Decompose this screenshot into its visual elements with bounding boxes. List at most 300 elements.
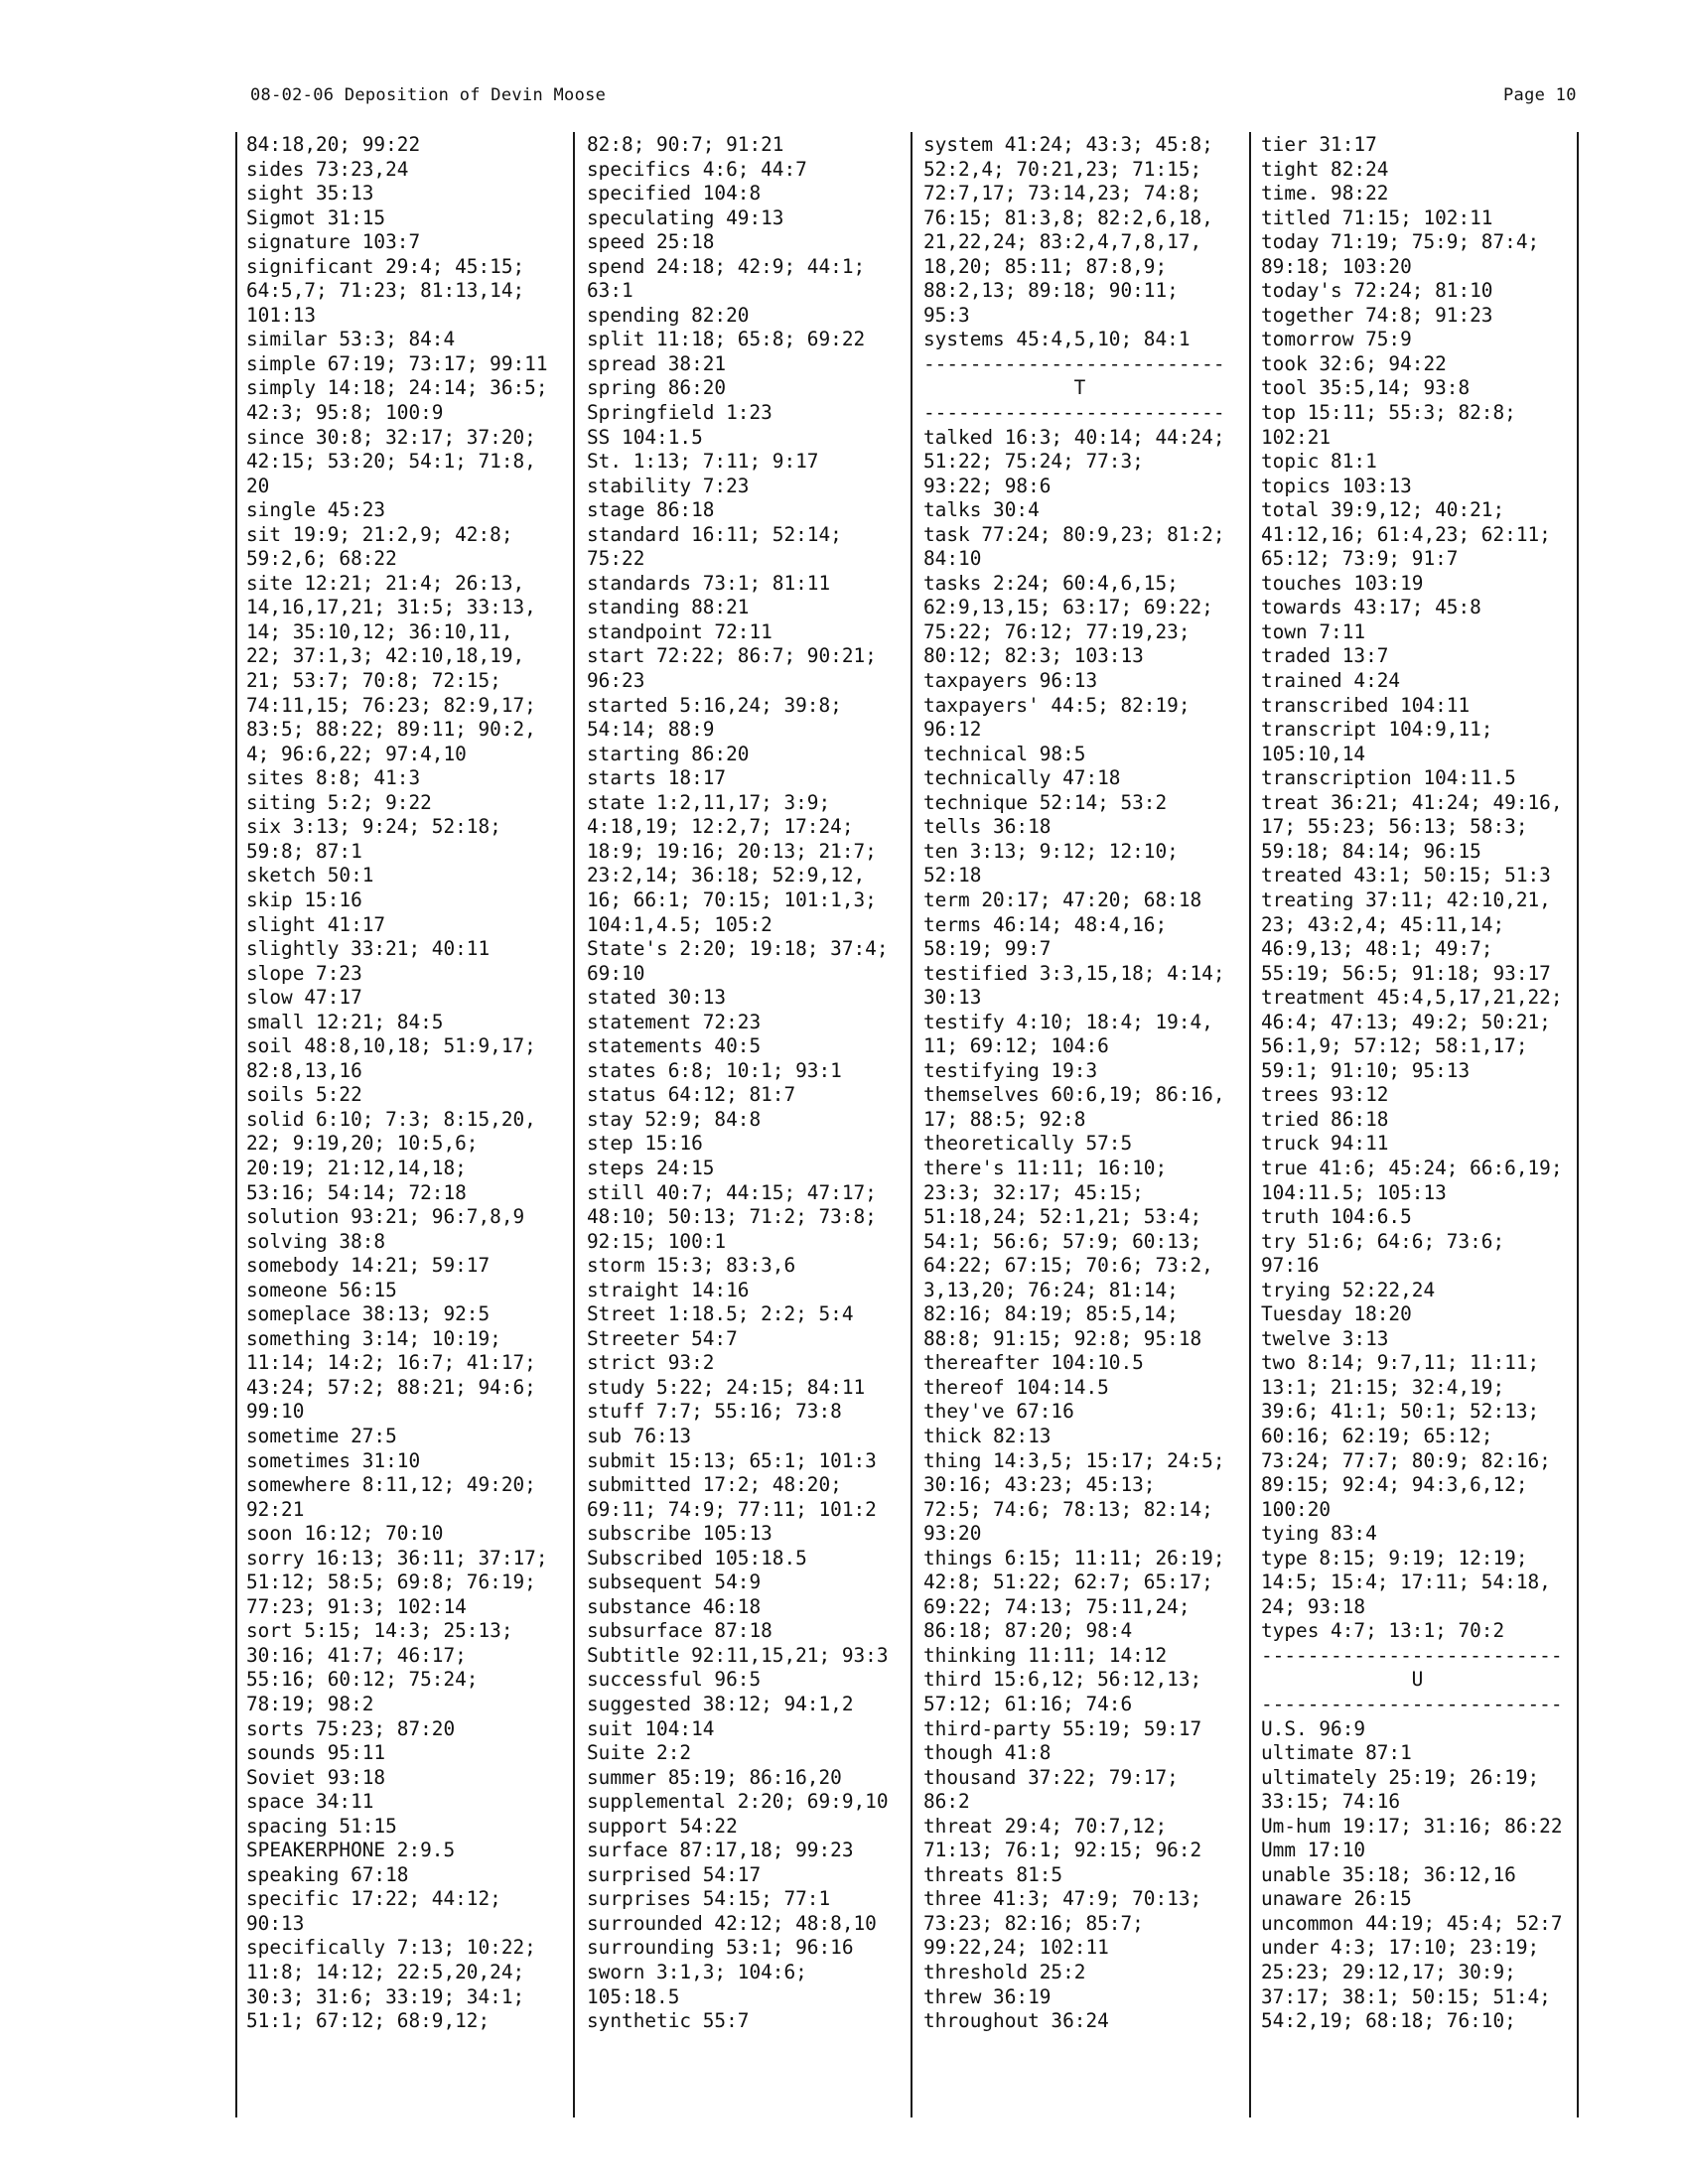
index-continuation: 54:1; 56:6; 57:9; 60:13; — [923, 1229, 1202, 1253]
index-continuation: 104:1,4.5; 105:2 — [587, 912, 772, 936]
index-entry: theoretically 57:5 — [923, 1132, 1133, 1156]
index-continuation: 92:21 — [246, 1497, 305, 1521]
index-continuation: 22; 9:19,20; 10:5,6; — [246, 1132, 479, 1156]
index-entry: sides 73:23,24 — [246, 157, 409, 181]
index-continuation: 24; 93:18 — [1261, 1594, 1366, 1618]
index-continuation: 89:18; 103:20 — [1261, 254, 1412, 278]
index-entry: Subscribed 105:18.5 — [587, 1546, 807, 1570]
index-entry: treating 37:11; 42:10,21, — [1261, 887, 1551, 911]
index-continuation: 96:23 — [587, 669, 645, 693]
index-entry: threat 29:4; 70:7,12; — [923, 1814, 1168, 1838]
index-continuation: 62:9,13,15; 63:17; 69:22; — [923, 596, 1213, 619]
index-entry: somebody 14:21; 59:17 — [246, 1254, 491, 1278]
index-continuation: 55:19; 56:5; 91:18; 93:17 — [1261, 961, 1551, 985]
index-continuation: 82:8,13,16 — [246, 1058, 362, 1082]
index-continuation: 100:20 — [1261, 1497, 1332, 1521]
index-entry: stage 86:18 — [587, 498, 715, 522]
index-entry: there's 11:11; 16:10; — [923, 1156, 1168, 1179]
index-entry: Springfield 1:23 — [587, 401, 772, 425]
index-entry: today's 72:24; 81:10 — [1261, 279, 1493, 303]
index-entry: start 72:22; 86:7; 90:21; — [587, 644, 877, 668]
index-continuation: 46:4; 47:13; 49:2; 50:21; — [1261, 1010, 1551, 1033]
index-entry: subsurface 87:18 — [587, 1619, 772, 1643]
index-entry: subscribe 105:13 — [587, 1522, 772, 1546]
index-entry: spacing 51:15 — [246, 1814, 397, 1838]
index-continuation: 42:15; 53:20; 54:1; 71:8, — [246, 450, 536, 474]
index-continuation: 42:8; 51:22; 62:7; 65:17; — [923, 1570, 1213, 1594]
index-entry: something 3:14; 10:19; — [246, 1326, 501, 1350]
index-entry: standard 16:11; 52:14; — [587, 522, 842, 546]
page-header-title: 08-02-06 Deposition of Devin Moose — [250, 85, 607, 105]
index-continuation: 96:12 — [923, 718, 982, 742]
index-continuation: 86:18; 87:20; 98:4 — [923, 1619, 1133, 1643]
index-entry: speaking 67:18 — [246, 1862, 409, 1886]
index-entry: soils 5:22 — [246, 1083, 362, 1107]
index-continuation: 14:5; 15:4; 17:11; 54:18, — [1261, 1570, 1551, 1594]
index-entry: term 20:17; 47:20; 68:18 — [923, 887, 1202, 911]
index-entry: treated 43:1; 50:15; 51:3 — [1261, 864, 1551, 887]
index-entry: talked 16:3; 40:14; 44:24; — [923, 425, 1225, 449]
index-continuation: 30:16; 41:7; 46:17; — [246, 1643, 467, 1667]
index-entry: significant 29:4; 45:15; — [246, 254, 525, 278]
index-entry: spread 38:21 — [587, 351, 727, 375]
index-entry: trained 4:24 — [1261, 669, 1401, 693]
index-entry: successful 96:5 — [587, 1668, 762, 1692]
index-entry: though 41:8 — [923, 1741, 1052, 1765]
index-continuation: 86:2 — [923, 1790, 970, 1814]
index-continuation: 18,20; 85:11; 87:8,9; — [923, 254, 1168, 278]
index-continuation: 14,16,17,21; 31:5; 33:13, — [246, 596, 536, 619]
index-entry: transcription 104:11.5 — [1261, 766, 1516, 790]
index-continuation: 16; 66:1; 70:15; 101:1,3; — [587, 887, 877, 911]
index-entry: technically 47:18 — [923, 766, 1121, 790]
index-entry: strict 93:2 — [587, 1351, 715, 1375]
index-entry: slight 41:17 — [246, 912, 386, 936]
index-entry: since 30:8; 32:17; 37:20; — [246, 425, 536, 449]
index-entry: slope 7:23 — [246, 961, 362, 985]
index-continuation: 14; 35:10,12; 36:10,11, — [246, 619, 513, 643]
index-continuation: 53:16; 54:14; 72:18 — [246, 1180, 467, 1204]
index-entry: Streeter 54:7 — [587, 1326, 738, 1350]
index-entry: someone 56:15 — [246, 1278, 397, 1301]
index-entry: sounds 95:11 — [246, 1741, 386, 1765]
index-entry: truth 104:6.5 — [1261, 1205, 1412, 1229]
index-entry: treat 36:21; 41:24; 49:16, — [1261, 790, 1563, 814]
index-entry: surrounding 53:1; 96:16 — [587, 1936, 854, 1960]
index-continuation: 30:3; 31:6; 33:19; 34:1; — [246, 1984, 525, 2008]
index-entry: speed 25:18 — [587, 230, 715, 254]
index-continuation: 59:1; 91:10; 95:13 — [1261, 1058, 1471, 1082]
index-continuation: 48:10; 50:13; 71:2; 73:8; — [587, 1205, 877, 1229]
index-continuation: 33:15; 74:16 — [1261, 1790, 1401, 1814]
index-entry: standing 88:21 — [587, 596, 750, 619]
index-entry: under 4:3; 17:10; 23:19; — [1261, 1936, 1540, 1960]
index-entry: unable 35:18; 36:12,16 — [1261, 1862, 1516, 1886]
index-continuation: 51:1; 67:12; 68:9,12; — [246, 2009, 491, 2033]
index-continuation: 3,13,20; 76:24; 81:14; — [923, 1278, 1179, 1301]
index-continuation: 21; 53:7; 70:8; 72:15; — [246, 669, 501, 693]
index-entry: thinking 11:11; 14:12 — [923, 1643, 1168, 1667]
index-entry: surface 87:17,18; 99:23 — [587, 1839, 854, 1862]
index-entry: Tuesday 18:20 — [1261, 1302, 1412, 1326]
index-entry: thick 82:13 — [923, 1424, 1052, 1447]
index-entry: sub 76:13 — [587, 1424, 692, 1447]
index-entry: sketch 50:1 — [246, 864, 374, 887]
index-continuation: 54:14; 88:9 — [587, 718, 715, 742]
index-continuation: 42:3; 95:8; 100:9 — [246, 401, 444, 425]
index-entry: Um-hum 19:17; 31:16; 86:22 — [1261, 1814, 1563, 1838]
page-number: Page 10 — [1503, 85, 1577, 105]
index-continuation: 73:23; 82:16; 85:7; — [923, 1911, 1144, 1935]
index-entry: testify 4:10; 18:4; 19:4, — [923, 1010, 1213, 1033]
index-entry: submit 15:13; 65:1; 101:3 — [587, 1448, 877, 1472]
index-continuation: 20:19; 21:12,14,18; — [246, 1156, 467, 1179]
index-entry: step 15:16 — [587, 1132, 703, 1156]
index-entry: stated 30:13 — [587, 986, 727, 1010]
index-continuation: 52:18 — [923, 864, 982, 887]
index-entry: State's 2:20; 19:18; 37:4; — [587, 937, 889, 961]
index-entry: towards 43:17; 45:8 — [1261, 596, 1481, 619]
index-entry: specifics 4:6; 44:7 — [587, 157, 807, 181]
index-entry: small 12:21; 84:5 — [246, 1010, 444, 1033]
index-entry: system 41:24; 43:3; 45:8; — [923, 133, 1213, 156]
index-entry: support 54:22 — [587, 1814, 738, 1838]
index-entry: Street 1:18.5; 2:2; 5:4 — [587, 1302, 854, 1326]
index-continuation: 84:18,20; 99:22 — [246, 133, 421, 156]
index-continuation: 105:10,14 — [1261, 742, 1366, 765]
index-entry: transcribed 104:11 — [1261, 693, 1471, 717]
index-entry: solving 38:8 — [246, 1229, 386, 1253]
index-entry: topic 81:1 — [1261, 450, 1377, 474]
index-entry: topics 103:13 — [1261, 474, 1412, 497]
index-entry: spending 82:20 — [587, 303, 750, 327]
index-continuation: 64:22; 67:15; 70:6; 73:2, — [923, 1254, 1213, 1278]
index-continuation: 93:20 — [923, 1522, 982, 1546]
index-entry: sorts 75:23; 87:20 — [246, 1716, 456, 1740]
index-entry: simple 67:19; 73:17; 99:11 — [246, 351, 548, 375]
index-entry: titled 71:15; 102:11 — [1261, 205, 1493, 229]
index-continuation: 22; 37:1,3; 42:10,18,19, — [246, 644, 525, 668]
index-continuation: 75:22 — [587, 547, 645, 571]
index-continuation: 23:2,14; 36:18; 52:9,12, — [587, 864, 866, 887]
index-entry: slow 47:17 — [246, 986, 362, 1010]
index-entry: tier 31:17 — [1261, 133, 1377, 156]
index-entry: signature 103:7 — [246, 230, 421, 254]
index-continuation: 89:15; 92:4; 94:3,6,12; — [1261, 1473, 1528, 1497]
index-entry: threw 36:19 — [923, 1984, 1052, 2008]
index-continuation: 13:1; 21:15; 32:4,19; — [1261, 1375, 1505, 1399]
index-entry: trying 52:22,24 — [1261, 1278, 1436, 1301]
index-continuation: 80:12; 82:3; 103:13 — [923, 644, 1144, 668]
index-entry: systems 45:4,5,10; 84:1 — [923, 328, 1191, 351]
index-continuation: 59:8; 87:1 — [246, 839, 362, 863]
index-continuation: 23:3; 32:17; 45:15; — [923, 1180, 1144, 1204]
section-rule: -------------------------- — [923, 401, 1225, 425]
index-entry: sorry 16:13; 36:11; 37:17; — [246, 1546, 548, 1570]
index-entry: summer 85:19; 86:16,20 — [587, 1765, 842, 1789]
index-entry: statements 40:5 — [587, 1034, 762, 1058]
index-entry: submitted 17:2; 48:20; — [587, 1473, 842, 1497]
index-entry: thousand 37:22; 79:17; — [923, 1765, 1179, 1789]
index-entry: statement 72:23 — [587, 1010, 762, 1033]
index-entry: surprised 54:17 — [587, 1862, 762, 1886]
index-continuation: 69:11; 74:9; 77:11; 101:2 — [587, 1497, 877, 1521]
index-entry: throughout 36:24 — [923, 2009, 1109, 2033]
index-entry: tight 82:24 — [1261, 157, 1389, 181]
index-entry: state 1:2,11,17; 3:9; — [587, 790, 831, 814]
index-entry: subsequent 54:9 — [587, 1570, 762, 1594]
index-continuation: 41:12,16; 61:4,23; 62:11; — [1261, 522, 1551, 546]
index-entry: time. 98:22 — [1261, 182, 1389, 205]
index-entry: ultimate 87:1 — [1261, 1741, 1412, 1765]
index-entry: threats 81:5 — [923, 1862, 1063, 1886]
index-continuation: 82:8; 90:7; 91:21 — [587, 133, 784, 156]
index-entry: specifically 7:13; 10:22; — [246, 1936, 536, 1960]
index-continuation: 11:8; 14:12; 22:5,20,24; — [246, 1961, 525, 1984]
index-entry: substance 46:18 — [587, 1594, 762, 1618]
index-entry: took 32:6; 94:22 — [1261, 351, 1447, 375]
index-entry: testified 3:3,15,18; 4:14; — [923, 961, 1225, 985]
index-entry: skip 15:16 — [246, 887, 362, 911]
index-entry: surprises 54:15; 77:1 — [587, 1887, 831, 1911]
index-continuation: 30:16; 43:23; 45:13; — [923, 1473, 1156, 1497]
index-continuation: 71:13; 76:1; 92:15; 96:2 — [923, 1839, 1202, 1862]
index-entry: touches 103:19 — [1261, 571, 1424, 595]
index-entry: Soviet 93:18 — [246, 1765, 386, 1789]
index-continuation: 92:15; 100:1 — [587, 1229, 727, 1253]
index-entry: suggested 38:12; 94:1,2 — [587, 1693, 854, 1715]
index-entry: sit 19:9; 21:2,9; 42:8; — [246, 522, 513, 546]
index-entry: Suite 2:2 — [587, 1741, 692, 1765]
index-column-4 — [1261, 133, 1574, 2034]
index-continuation: 56:1,9; 57:12; 58:1,17; — [1261, 1034, 1528, 1058]
index-continuation: 73:24; 77:7; 80:9; 82:16; — [1261, 1448, 1551, 1472]
index-entry: tomorrow 75:9 — [1261, 328, 1412, 351]
index-continuation: 101:13 — [246, 303, 317, 327]
index-column-2 — [587, 133, 900, 2034]
index-entry: similar 53:3; 84:4 — [246, 328, 456, 351]
index-continuation: 46:9,13; 48:1; 49:7; — [1261, 937, 1493, 961]
index-entry: transcript 104:9,11; — [1261, 718, 1493, 742]
index-entry: surrounded 42:12; 48:8,10 — [587, 1911, 877, 1935]
index-entry: SPEAKERPHONE 2:9.5 — [246, 1839, 456, 1862]
index-continuation: 78:19; 98:2 — [246, 1693, 374, 1715]
index-entry: technical 98:5 — [923, 742, 1086, 765]
index-entry: siting 5:2; 9:22 — [246, 790, 432, 814]
index-entry: unaware 26:15 — [1261, 1887, 1412, 1911]
index-continuation: 88:2,13; 89:18; 90:11; — [923, 279, 1179, 303]
index-entry: thereof 104:14.5 — [923, 1375, 1109, 1399]
index-continuation: 17; 88:5; 92:8 — [923, 1107, 1086, 1131]
index-entry: top 15:11; 55:3; 82:8; — [1261, 401, 1516, 425]
index-continuation: 102:21 — [1261, 425, 1332, 449]
column-divider-3 — [1249, 132, 1251, 2117]
index-continuation: 82:16; 84:19; 85:5,14; — [923, 1302, 1179, 1326]
index-entry: uncommon 44:19; 45:4; 52:7 — [1261, 1911, 1563, 1935]
index-continuation: 51:22; 75:24; 77:3; — [923, 450, 1144, 474]
index-entry: thing 14:3,5; 15:17; 24:5; — [923, 1448, 1225, 1472]
index-entry: three 41:3; 47:9; 70:13; — [923, 1887, 1202, 1911]
index-continuation: 84:10 — [923, 547, 982, 571]
index-continuation: 25:23; 29:12,17; 30:9; — [1261, 1961, 1516, 1984]
index-entry: themselves 60:6,19; 86:16, — [923, 1083, 1225, 1107]
index-entry: space 34:11 — [246, 1790, 374, 1814]
index-entry: true 41:6; 45:24; 66:6,19; — [1261, 1156, 1563, 1179]
index-continuation: 52:2,4; 70:21,23; 71:15; — [923, 157, 1202, 181]
index-entry: tasks 2:24; 60:4,6,15; — [923, 571, 1179, 595]
index-entry: today 71:19; 75:9; 87:4; — [1261, 230, 1540, 254]
index-continuation: 75:22; 76:12; 77:19,23; — [923, 619, 1191, 643]
index-entry: taxpayers' 44:5; 82:19; — [923, 693, 1191, 717]
index-entry: still 40:7; 44:15; 47:17; — [587, 1180, 877, 1204]
index-continuation: 74:11,15; 76:23; 82:9,17; — [246, 693, 536, 717]
index-continuation: 97:16 — [1261, 1254, 1320, 1278]
index-continuation: 11; 69:12; 104:6 — [923, 1034, 1109, 1058]
index-continuation: 65:12; 73:9; 91:7 — [1261, 547, 1459, 571]
index-entry: total 39:9,12; 40:21; — [1261, 498, 1505, 522]
index-entry: St. 1:13; 7:11; 9:17 — [587, 450, 819, 474]
index-entry: solid 6:10; 7:3; 8:15,20, — [246, 1107, 536, 1131]
index-entry: somewhere 8:11,12; 49:20; — [246, 1473, 536, 1497]
index-entry: sight 35:13 — [246, 182, 374, 205]
section-rule: -------------------------- — [923, 351, 1225, 375]
index-entry: six 3:13; 9:24; 52:18; — [246, 815, 501, 839]
index-entry: task 77:24; 80:9,23; 81:2; — [923, 522, 1225, 546]
index-entry: spend 24:18; 42:9; 44:1; — [587, 254, 866, 278]
index-entry: ten 3:13; 9:12; 12:10; — [923, 839, 1179, 863]
index-entry: SS 104:1.5 — [587, 425, 703, 449]
index-entry: third 15:6,12; 56:12,13; — [923, 1668, 1202, 1692]
index-entry: solution 93:21; 96:7,8,9 — [246, 1205, 525, 1229]
index-entry: terms 46:14; 48:4,16; — [923, 912, 1168, 936]
index-entry: Sigmot 31:15 — [246, 205, 386, 229]
index-entry: talks 30:4 — [923, 498, 1040, 522]
index-entry: tying 83:4 — [1261, 1522, 1377, 1546]
index-continuation: 69:22; 74:13; 75:11,24; — [923, 1594, 1191, 1618]
index-column-1 — [246, 133, 559, 2034]
index-continuation: 88:8; 91:15; 92:8; 95:18 — [923, 1326, 1202, 1350]
index-entry: U.S. 96:9 — [1261, 1716, 1366, 1740]
index-entry: slightly 33:21; 40:11 — [246, 937, 491, 961]
index-continuation: 69:10 — [587, 961, 645, 985]
index-entry: standards 73:1; 81:11 — [587, 571, 831, 595]
index-entry: standpoint 72:11 — [587, 619, 772, 643]
index-entry: third-party 55:19; 59:17 — [923, 1716, 1202, 1740]
index-continuation: 76:15; 81:3,8; 82:2,6,18, — [923, 205, 1213, 229]
index-entry: Umm 17:10 — [1261, 1839, 1366, 1862]
section-letter: U — [1411, 1668, 1424, 1692]
index-column-3 — [923, 133, 1236, 2034]
index-entry: sometime 27:5 — [246, 1424, 397, 1447]
index-entry: ultimately 25:19; 26:19; — [1261, 1765, 1540, 1789]
index-entry: things 6:15; 11:11; 26:19; — [923, 1546, 1225, 1570]
index-continuation: 104:11.5; 105:13 — [1261, 1180, 1447, 1204]
index-entry: they've 67:16 — [923, 1400, 1074, 1424]
index-continuation: 55:16; 60:12; 75:24; — [246, 1668, 479, 1692]
index-continuation: 51:12; 58:5; 69:8; 76:19; — [246, 1570, 536, 1594]
index-entry: split 11:18; 65:8; 69:22 — [587, 328, 866, 351]
index-entry: speculating 49:13 — [587, 205, 784, 229]
index-continuation: 18:9; 19:16; 20:13; 21:7; — [587, 839, 877, 863]
index-entry: soon 16:12; 70:10 — [246, 1522, 444, 1546]
index-entry: tells 36:18 — [923, 815, 1052, 839]
index-continuation: 54:2,19; 68:18; 76:10; — [1261, 2009, 1516, 2033]
index-continuation: 30:13 — [923, 986, 982, 1010]
index-continuation: 83:5; 88:22; 89:11; 90:2, — [246, 718, 536, 742]
index-continuation: 43:24; 57:2; 88:21; 94:6; — [246, 1375, 536, 1399]
section-rule: -------------------------- — [1261, 1693, 1563, 1715]
index-entry: supplemental 2:20; 69:9,10 — [587, 1790, 889, 1814]
index-continuation: 59:2,6; 68:22 — [246, 547, 397, 571]
index-continuation: 63:1 — [587, 279, 633, 303]
index-entry: stuff 7:7; 55:16; 73:8 — [587, 1400, 842, 1424]
index-entry: started 5:16,24; 39:8; — [587, 693, 842, 717]
index-entry: someplace 38:13; 92:5 — [246, 1302, 491, 1326]
index-entry: specified 104:8 — [587, 182, 762, 205]
index-entry: stay 52:9; 84:8 — [587, 1107, 762, 1131]
index-entry: spring 86:20 — [587, 376, 727, 400]
index-continuation: 11:14; 14:2; 16:7; 41:17; — [246, 1351, 536, 1375]
index-continuation: 60:16; 62:19; 65:12; — [1261, 1424, 1493, 1447]
index-continuation: 17; 55:23; 56:13; 58:3; — [1261, 815, 1528, 839]
index-entry: states 6:8; 10:1; 93:1 — [587, 1058, 842, 1082]
index-entry: together 74:8; 91:23 — [1261, 303, 1493, 327]
index-continuation: 51:18,24; 52:1,21; 53:4; — [923, 1205, 1202, 1229]
index-entry: testifying 19:3 — [923, 1058, 1098, 1082]
index-entry: soil 48:8,10,18; 51:9,17; — [246, 1034, 536, 1058]
index-entry: starts 18:17 — [587, 766, 727, 790]
index-entry: stability 7:23 — [587, 474, 750, 497]
column-rule-right — [1577, 132, 1579, 2117]
index-entry: sites 8:8; 41:3 — [246, 766, 421, 790]
index-entry: suit 104:14 — [587, 1716, 715, 1740]
index-entry: sworn 3:1,3; 104:6; — [587, 1961, 807, 1984]
index-entry: status 64:12; 81:7 — [587, 1083, 796, 1107]
index-continuation: 57:12; 61:16; 74:6 — [923, 1693, 1133, 1715]
index-continuation: 23; 43:2,4; 45:11,14; — [1261, 912, 1505, 936]
index-entry: threshold 25:2 — [923, 1961, 1086, 1984]
index-entry: specific 17:22; 44:12; — [246, 1887, 501, 1911]
index-entry: trees 93:12 — [1261, 1083, 1389, 1107]
index-entry: tool 35:5,14; 93:8 — [1261, 376, 1471, 400]
index-entry: sometimes 31:10 — [246, 1448, 421, 1472]
column-rule-left — [235, 132, 237, 2117]
index-entry: treatment 45:4,5,17,21,22; — [1261, 986, 1563, 1010]
index-entry: simply 14:18; 24:14; 36:5; — [246, 376, 548, 400]
index-continuation: 72:7,17; 73:14,23; 74:8; — [923, 182, 1202, 205]
section-letter: T — [1073, 376, 1086, 400]
index-entry: starting 86:20 — [587, 742, 750, 765]
index-continuation: 95:3 — [923, 303, 970, 327]
index-entry: twelve 3:13 — [1261, 1326, 1389, 1350]
index-entry: traded 13:7 — [1261, 644, 1389, 668]
index-continuation: 72:5; 74:6; 78:13; 82:14; — [923, 1497, 1213, 1521]
index-entry: technique 52:14; 53:2 — [923, 790, 1168, 814]
index-entry: Subtitle 92:11,15,21; 93:3 — [587, 1643, 889, 1667]
index-entry: synthetic 55:7 — [587, 2009, 750, 2033]
index-entry: thereafter 104:10.5 — [923, 1351, 1144, 1375]
index-entry: study 5:22; 24:15; 84:11 — [587, 1375, 866, 1399]
index-continuation: 93:22; 98:6 — [923, 474, 1052, 497]
index-entry: straight 14:16 — [587, 1278, 750, 1301]
index-entry: storm 15:3; 83:3,6 — [587, 1254, 796, 1278]
column-divider-2 — [911, 132, 912, 2117]
index-entry: truck 94:11 — [1261, 1132, 1389, 1156]
index-entry: single 45:23 — [246, 498, 386, 522]
index-entry: try 51:6; 64:6; 73:6; — [1261, 1229, 1505, 1253]
column-divider-1 — [573, 132, 575, 2117]
index-continuation: 20 — [246, 474, 270, 497]
